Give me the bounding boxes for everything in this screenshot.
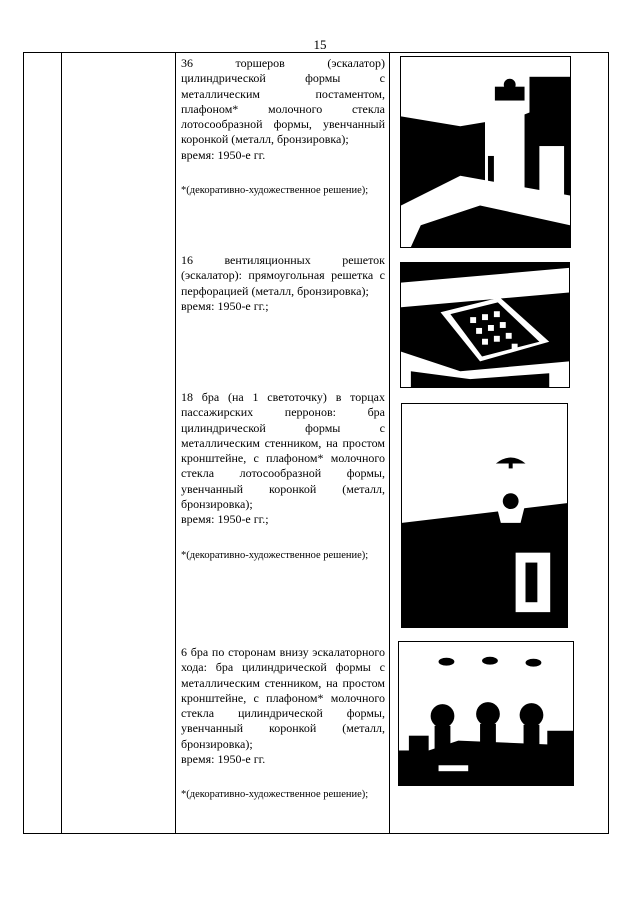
ventilation-grille-photo <box>400 262 570 388</box>
page-number: 15 <box>313 37 327 52</box>
entry-ventilation-grilles <box>181 253 385 314</box>
column-divider <box>61 53 62 833</box>
entry-time: время: 1950-е гг.; <box>181 298 269 313</box>
wall-sconce-photo <box>401 403 568 628</box>
entry-floor-lamps <box>181 56 385 198</box>
entry-sconces-platforms <box>181 390 385 563</box>
entry-description: 6 бра по сторонам внизу эскалаторного хода: бра цилиндрической формы с металлическим стенником, на простом кронштейне, с плафоном* молочного стекла цилиндрической формы, увенчанный коронкой (металл, бронзировка); <box>181 645 385 751</box>
entry-note: *(декоративно-художественное решение); <box>181 549 369 561</box>
column-divider <box>389 53 390 833</box>
column-divider <box>175 53 176 833</box>
floor-lamp-photo <box>400 56 571 248</box>
entry-note: *(декоративно-художественное решение); <box>181 185 369 197</box>
entry-description: 36 торшеров (эскалатор) цилиндрической формы с металлическим постаментом, плафоном* молочного стекла лотосообразной формы, увенчанный коронкой (металл, бронзировка); <box>181 56 385 147</box>
entry-time: время: 1950-е гг. <box>181 752 266 767</box>
entry-description: 16 вентиляционных решеток (эскалатор): прямоугольная решетка с перфорацией (металл, бронзировка); <box>181 253 385 298</box>
entry-time: время: 1950-е гг.; <box>181 512 269 527</box>
entry-note: *(декоративно-художественное решение); <box>181 789 369 801</box>
sconce-row-photo <box>398 641 574 786</box>
entry-sconces-escalator <box>181 645 385 803</box>
entry-description: 18 бра (на 1 светоточку) в торцах пассажирских перронов: бра цилиндрической формы с металлическим стенником, на простом кронштейне, с плафоном* молочного стекла лотосообразной формы, увенчанный коронкой (металл, бронзировка); <box>181 390 385 512</box>
entry-time: время: 1950-е гг. <box>181 147 266 162</box>
